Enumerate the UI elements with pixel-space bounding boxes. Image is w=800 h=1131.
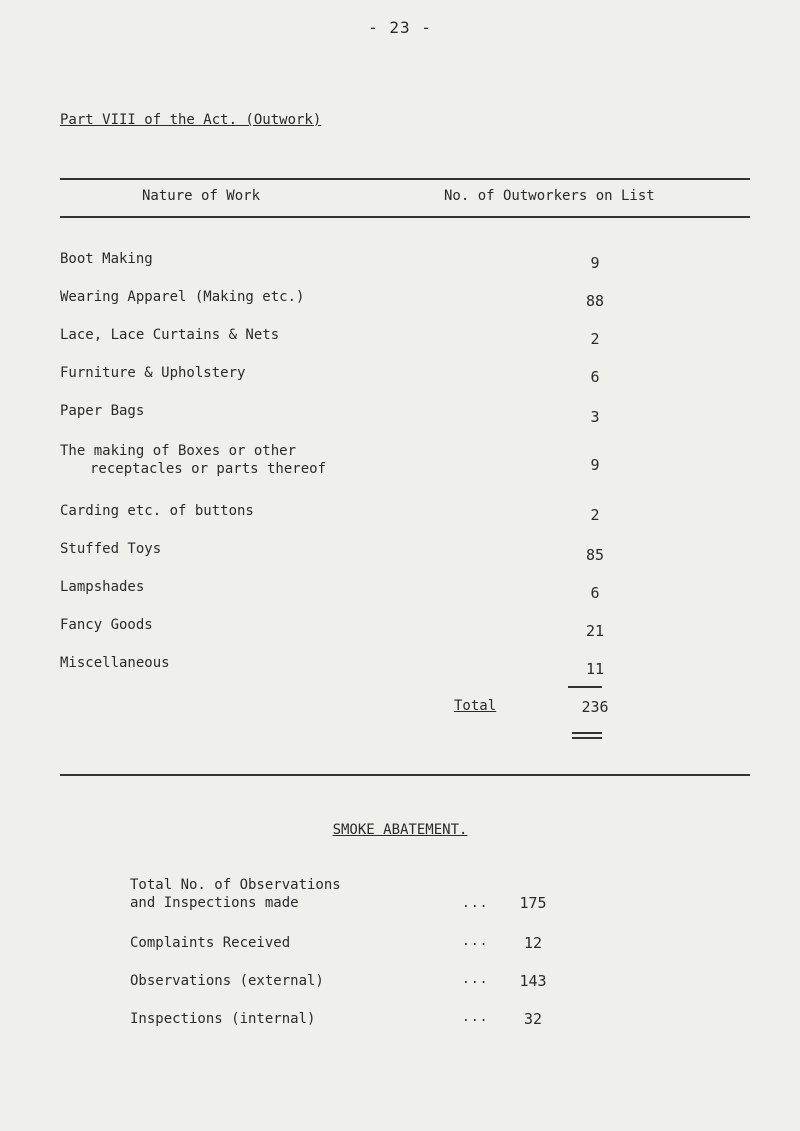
table-row-count: 88 bbox=[585, 292, 605, 310]
table-row-label: Furniture & Upholstery bbox=[60, 365, 246, 381]
table-row-count: 9 bbox=[590, 254, 600, 272]
subtotal-rule bbox=[568, 686, 602, 688]
smoke-section-title: SMOKE ABATEMENT. bbox=[332, 822, 468, 838]
smoke-item-label: Observations (external) bbox=[130, 973, 324, 989]
leader-dots: ... bbox=[462, 896, 489, 911]
table-row-count: 11 bbox=[585, 660, 605, 678]
table-row-count: 2 bbox=[590, 506, 600, 524]
smoke-item-value: 175 bbox=[519, 894, 547, 912]
total-value: 236 bbox=[581, 698, 609, 716]
smoke-item-value: 143 bbox=[519, 972, 547, 990]
table-row-count: 6 bbox=[590, 368, 600, 386]
table-row-label: Wearing Apparel (Making etc.) bbox=[60, 289, 305, 305]
table-top-rule bbox=[60, 178, 750, 180]
table-row-label: Boot Making bbox=[60, 251, 153, 267]
table-row-label: Stuffed Toys bbox=[60, 541, 162, 557]
table-row-count: 21 bbox=[585, 622, 605, 640]
smoke-item-value: 12 bbox=[523, 934, 543, 952]
leader-dots: ... bbox=[462, 1010, 489, 1025]
table-header-rule bbox=[60, 216, 750, 218]
column-header-count: No. of Outworkers on List bbox=[444, 188, 655, 204]
table-row-count: 6 bbox=[590, 584, 600, 602]
total-label: Total bbox=[454, 698, 497, 714]
leader-dots: ... bbox=[462, 972, 489, 987]
table-row-label: Lampshades bbox=[60, 579, 145, 595]
leader-dots: ... bbox=[462, 934, 489, 949]
table-row-label: Fancy Goods bbox=[60, 617, 153, 633]
smoke-item-label: Inspections (internal) bbox=[130, 1011, 316, 1027]
part-title: Part VIII of the Act. (Outwork) bbox=[60, 112, 322, 128]
table-row-label: The making of Boxes or other receptacles or parts thereof bbox=[60, 443, 327, 477]
column-header-nature: Nature of Work bbox=[142, 188, 261, 204]
table-row-label: Lace, Lace Curtains & Nets bbox=[60, 327, 280, 343]
smoke-item-value: 32 bbox=[523, 1010, 543, 1028]
table-row-count: 3 bbox=[590, 408, 600, 426]
table-row-label: Paper Bags bbox=[60, 403, 145, 419]
table-row-count: 9 bbox=[590, 456, 600, 474]
smoke-item-label: Complaints Received bbox=[130, 935, 291, 951]
smoke-item-label: Total No. of Observations and Inspections made bbox=[130, 877, 341, 911]
total-double-rule bbox=[572, 732, 602, 734]
table-row-label: Carding etc. of buttons bbox=[60, 503, 254, 519]
table-row-count: 2 bbox=[590, 330, 600, 348]
table-bottom-rule bbox=[60, 774, 750, 776]
table-row-count: 85 bbox=[585, 546, 605, 564]
total-double-rule bbox=[572, 737, 602, 739]
table-row-label: Miscellaneous bbox=[60, 655, 170, 671]
page-number: - 23 - bbox=[368, 18, 432, 37]
